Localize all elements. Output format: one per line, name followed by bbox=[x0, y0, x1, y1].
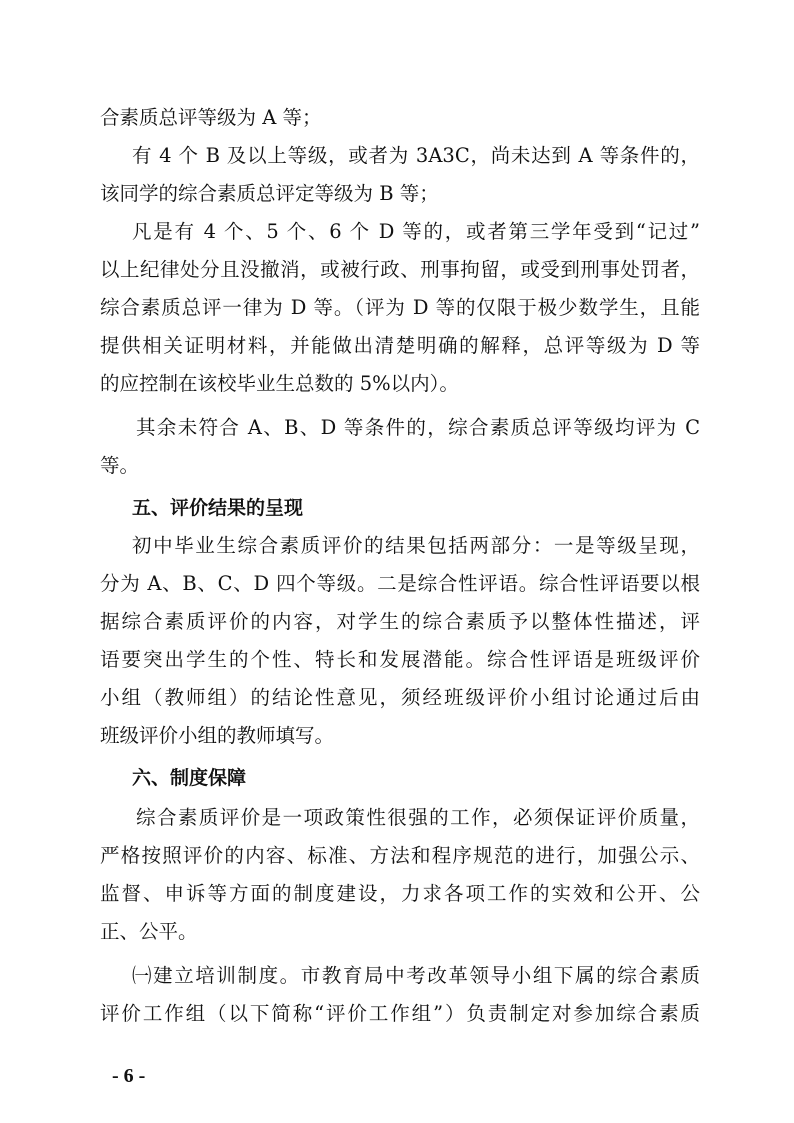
paragraph-line: 语要突出学生的个性、特长和发展潜能。综合性评语是班级评价 bbox=[100, 648, 700, 671]
paragraph-line: 严格按照评价的内容、标准、方法和程序规范的进行，加强公示、 bbox=[100, 844, 700, 867]
paragraph-line: 以上纪律处分且没撤消，或被行政、刑事拘留，或受到刑事处罚者， bbox=[100, 258, 700, 281]
paragraph-line: 凡是有 4 个、5 个、6 个 D 等的，或者第三学年受到“记过” bbox=[132, 220, 700, 243]
paragraph-line: 分为 A、B、C、D 四个等级。二是综合性评语。综合性评语要以根 bbox=[100, 572, 700, 595]
paragraph-line: 监督、申诉等方面的制度建设，力求各项工作的实效和公开、公 bbox=[100, 882, 700, 905]
paragraph-line: 该同学的综合素质总评定等级为 B 等； bbox=[100, 182, 439, 205]
page-number: - 6 - bbox=[112, 1065, 146, 1087]
paragraph-line: 提供相关证明材料，并能做出清楚明确的解释，总评等级为 D 等 bbox=[100, 334, 700, 357]
section-heading: 五、评价结果的呈现 bbox=[132, 497, 304, 519]
paragraph-line: ㈠建立培训制度。市教育局中考改革领导小组下属的综合素质 bbox=[132, 964, 700, 987]
paragraph-line: 的应控制在该校毕业生总数的 5%以内）。 bbox=[100, 372, 459, 395]
paragraph-line: 评价工作组（以下简称“评价工作组”）负责制定对参加综合素质 bbox=[100, 1002, 700, 1025]
paragraph-line: 等。 bbox=[100, 454, 140, 477]
paragraph-line: 小组（教师组）的结论性意见，须经班级评价小组讨论通过后由 bbox=[100, 686, 700, 709]
paragraph-line: 有 4 个 B 及以上等级，或者为 3A3C，尚未达到 A 等条件的， bbox=[132, 144, 700, 167]
paragraph-line: 合素质总评等级为 A 等； bbox=[100, 106, 322, 129]
section-heading: 六、制度保障 bbox=[132, 767, 247, 789]
paragraph-line: 正、公平。 bbox=[100, 920, 198, 943]
paragraph-line: 其余未符合 A、B、D 等条件的，综合素质总评等级均评为 C bbox=[136, 416, 700, 439]
paragraph-line: 据综合素质评价的内容，对学生的综合素质予以整体性描述，评 bbox=[100, 610, 700, 633]
paragraph-line: 综合素质总评一律为 D 等。（评为 D 等的仅限于极少数学生，且能 bbox=[100, 296, 700, 319]
paragraph-line: 班级评价小组的教师填写。 bbox=[100, 724, 335, 747]
paragraph-line: 综合素质评价是一项政策性很强的工作，必须保证评价质量， bbox=[136, 806, 700, 829]
paragraph-line: 初中毕业生综合素质评价的结果包括两部分：一是等级呈现， bbox=[132, 534, 700, 557]
